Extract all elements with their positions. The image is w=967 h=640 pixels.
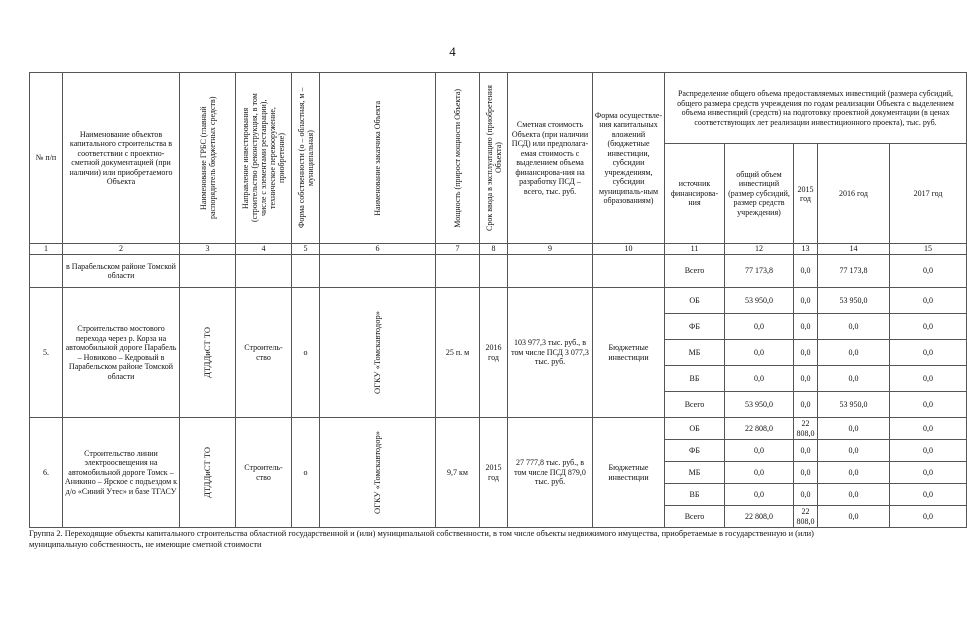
- header-ownership: Форма собственности (о – областная, м – муниципальная): [296, 87, 315, 229]
- row-2015: 0,0: [794, 440, 818, 462]
- row-source: Всего: [665, 392, 725, 418]
- row-2017: 0,0: [890, 366, 967, 392]
- row-source: ВБ: [665, 484, 725, 506]
- header-2016: 2016 год: [818, 144, 890, 244]
- row-2017: 0,0: [890, 288, 967, 314]
- header-num: № п/п: [30, 73, 63, 244]
- row-2017: 0,0: [890, 506, 967, 528]
- cont-2015: 0,0: [794, 255, 818, 288]
- column-number: 12: [725, 244, 794, 255]
- row-2015: 0,0: [794, 340, 818, 366]
- table-row: [30, 288, 967, 314]
- row-source: Всего: [665, 506, 725, 528]
- header-2017: 2017 год: [890, 144, 967, 244]
- column-number: 5: [292, 244, 320, 255]
- header-total: общий объем инвестиций (размер субсидий, размер средств учреждения): [725, 144, 794, 244]
- header-grbs: Наименование ГРБС (главный распорядитель бюджетных средств): [198, 96, 217, 220]
- item-direction: Строитель-ство: [236, 418, 292, 528]
- row-total: 53 950,0: [725, 288, 794, 314]
- row-source: ФБ: [665, 314, 725, 340]
- row-2015: 22 808,0: [794, 506, 818, 528]
- row-source: ОБ: [665, 418, 725, 440]
- item-cost: 103 977,3 тыс. руб., в том числе ПСД 3 077,3 тыс. руб.: [508, 288, 593, 418]
- item-term: 2015 год: [480, 418, 508, 528]
- cont-2017: 0,0: [890, 255, 967, 288]
- cont-name: в Парабельском районе Томской области: [63, 255, 180, 288]
- row-2017: 0,0: [890, 440, 967, 462]
- row-2016: 0,0: [818, 314, 890, 340]
- row-2016: 0,0: [818, 506, 890, 528]
- row-2016: 0,0: [818, 418, 890, 440]
- row-2017: 0,0: [890, 314, 967, 340]
- item-term: 2016 год: [480, 288, 508, 418]
- row-total: 0,0: [725, 440, 794, 462]
- item-customer: ОГКУ «Томскавтодор»: [372, 431, 382, 514]
- header-direction: Направление инвестирования (строительство (реконструкция, в том числе с элементами реставрации), техническое перевооружение, приобретение): [241, 93, 286, 223]
- header-2015: 2015 год: [797, 184, 814, 203]
- item-customer: ОГКУ «Томскавтодор»: [372, 311, 382, 394]
- item-grbs: ДТДДиСТ ТО: [202, 447, 212, 498]
- item-num: 5.: [30, 288, 63, 418]
- row-total: 0,0: [725, 340, 794, 366]
- row-2017: 0,0: [890, 340, 967, 366]
- column-number-row: [30, 244, 967, 255]
- group-note: Группа 2. Переходящие объекты капитального строительства областной государственной и (или) муниципальной собственности, в том числе объекты недвижимого имущества, приобретаемые в государственную и (или) муниципальную собственность, не имеющие сметной стоимости: [29, 529, 814, 549]
- header-capacity: Мощность (прирост мощности Объекта): [453, 88, 462, 228]
- row-2015: 0,0: [794, 288, 818, 314]
- cont-total: 77 173,8: [725, 255, 794, 288]
- item-ownership: о: [292, 418, 320, 528]
- item-capacity: 25 п. м: [436, 288, 480, 418]
- item-direction: Строитель-ство: [236, 288, 292, 418]
- row-total: 0,0: [725, 462, 794, 484]
- row-2016: 0,0: [818, 366, 890, 392]
- column-number: 6: [320, 244, 436, 255]
- row-total: 0,0: [725, 314, 794, 340]
- column-number: 10: [593, 244, 665, 255]
- row-2017: 0,0: [890, 392, 967, 418]
- row-source: МБ: [665, 462, 725, 484]
- header-customer: Наименование заказчика Объекта: [373, 100, 382, 216]
- row-source: МБ: [665, 340, 725, 366]
- row-2017: 0,0: [890, 484, 967, 506]
- row-source: ФБ: [665, 440, 725, 462]
- header-cost: Сметная стоимость Объекта (при наличии ПСД) или предполага-емая стоимость с выделением объема финансирова-ния на разработку ПСД – всего, тыс. руб.: [508, 73, 593, 244]
- item-grbs: ДТДДиСТ ТО: [202, 327, 212, 378]
- continuation-row: [30, 255, 967, 288]
- item-name: Строительство мостового перехода через р. Корза на автомобильной дороге Парабель – Новиково – Кедровый в Парабельском районе Томской области: [63, 288, 180, 418]
- row-total: 22 808,0: [725, 418, 794, 440]
- item-capacity: 9,7 км: [436, 418, 480, 528]
- row-2016: 0,0: [818, 484, 890, 506]
- row-source: ОБ: [665, 288, 725, 314]
- column-number: 15: [890, 244, 967, 255]
- row-2016: 0,0: [818, 340, 890, 366]
- row-2017: 0,0: [890, 418, 967, 440]
- column-number: 3: [180, 244, 236, 255]
- column-number: 14: [818, 244, 890, 255]
- item-form: Бюджетные инвестиции: [593, 288, 665, 418]
- row-source: ВБ: [665, 366, 725, 392]
- column-number: 8: [480, 244, 508, 255]
- page-number: 4: [449, 44, 456, 59]
- header-distribution: Распределение общего объема предоставляемых инвестиций (размера субсидий, общего размера средств учреждения по годам реализации Объекта с выделением объема инвестиций (средств) на подготовку проектной документации (в ценах соответствующих лет реализации инвестиционного проекта), тыс. руб.: [665, 73, 967, 144]
- row-2016: 0,0: [818, 440, 890, 462]
- column-number: 7: [436, 244, 480, 255]
- row-total: 22 808,0: [725, 506, 794, 528]
- row-2016: 53 950,0: [818, 288, 890, 314]
- row-2016: 53 950,0: [818, 392, 890, 418]
- column-number: 2: [63, 244, 180, 255]
- row-2015: 0,0: [794, 462, 818, 484]
- column-number: 1: [30, 244, 63, 255]
- column-number: 9: [508, 244, 593, 255]
- item-name: Строительство линии электроосвещения на автомобильной дороге Томск – Аникино – Ярское с подъездом к д/о «Синий Утес» и базе ТГАСУ: [63, 418, 180, 528]
- row-2016: 0,0: [818, 462, 890, 484]
- header-form: Форма осуществле-ния капитальных вложений (бюджетные инвестиции, субсидии учреждениям, субсидии муниципаль-ным образованиям): [593, 73, 665, 244]
- item-num: 6.: [30, 418, 63, 528]
- table-row: [30, 418, 967, 440]
- row-2017: 0,0: [890, 462, 967, 484]
- row-2015: 0,0: [794, 484, 818, 506]
- item-form: Бюджетные инвестиции: [593, 418, 665, 528]
- header-source: источник финансирова-ния: [665, 144, 725, 244]
- row-2015: 22 808,0: [794, 418, 818, 440]
- cont-2016: 77 173,8: [818, 255, 890, 288]
- header-term: Срок ввода в эксплуатацию (приобретения Объекта): [484, 85, 503, 231]
- item-ownership: о: [292, 288, 320, 418]
- row-2015: 0,0: [794, 366, 818, 392]
- header-object-name: Наименование объектов капитального строительства в соответствии с проектно-сметной документацией (при наличии) или приобретаемого Объекта: [63, 73, 180, 244]
- item-cost: 27 777,8 тыс. руб., в том числе ПСД 879,0 тыс. руб.: [508, 418, 593, 528]
- cont-source: Всего: [665, 255, 725, 288]
- row-2015: 0,0: [794, 392, 818, 418]
- row-total: 0,0: [725, 484, 794, 506]
- row-total: 0,0: [725, 366, 794, 392]
- column-number: 13: [794, 244, 818, 255]
- row-total: 53 950,0: [725, 392, 794, 418]
- column-number: 11: [665, 244, 725, 255]
- investment-table: [29, 72, 967, 528]
- column-number: 4: [236, 244, 292, 255]
- row-2015: 0,0: [794, 314, 818, 340]
